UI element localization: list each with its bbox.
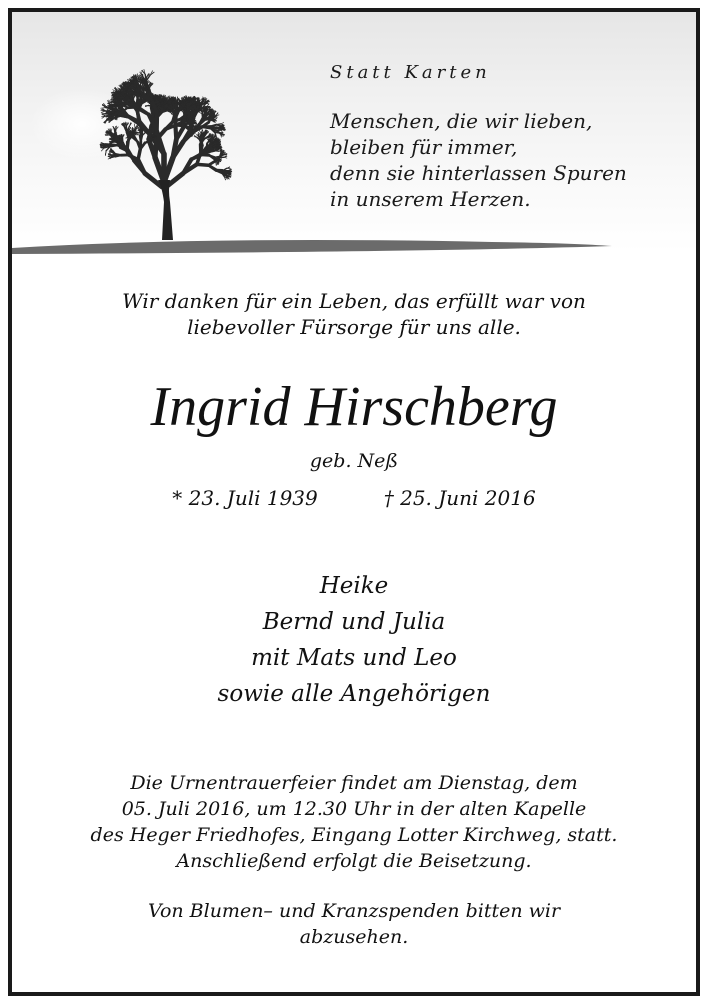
verse-line: denn sie hinterlassen Spuren <box>330 161 627 185</box>
statt-karten: Statt Karten <box>330 62 491 83</box>
flowers-line: abzusehen. <box>299 926 409 948</box>
header-text <box>330 60 690 212</box>
header-banner <box>12 12 696 252</box>
mourner: Heike <box>319 573 389 599</box>
verse-line: Menschen, die wir lieben, <box>330 109 593 133</box>
ceremony-line: Die Urnentrauerfeier findet am Dienstag, dem <box>130 772 578 794</box>
ceremony-line: Anschließend erfolgt die Beisetzung. <box>176 850 532 872</box>
flowers-line: Von Blumen– und Kranzspenden bitten wir <box>147 900 561 922</box>
thanks-text <box>12 288 696 340</box>
ceremony-line: 05. Juli 2016, um 12.30 Uhr in der alten Kapelle <box>121 798 587 820</box>
thanks-line: liebevoller Fürsorge für uns alle. <box>187 315 521 339</box>
mourners-list <box>12 568 696 712</box>
mourner: sowie alle Angehörigen <box>217 681 491 707</box>
deceased-name: Ingrid Hirschberg <box>150 376 558 438</box>
birth-name: geb. Neß <box>309 450 399 472</box>
ceremony-line: des Heger Friedhofes, Eingang Lotter Kirchweg, statt. <box>90 824 618 846</box>
flowers-note <box>12 898 696 950</box>
verse-line: in unserem Herzen. <box>330 187 531 211</box>
life-dates <box>12 486 696 510</box>
mourner: mit Mats und Leo <box>251 645 457 671</box>
death-date: † 25. Juni 2016 <box>383 486 536 510</box>
birth-date: * 23. Juli 1939 <box>172 486 318 510</box>
ground-line <box>12 230 696 254</box>
ceremony-info <box>12 770 696 874</box>
obituary-frame <box>8 8 700 996</box>
verse <box>330 108 690 212</box>
thanks-line: Wir danken für ein Leben, das erfüllt war von <box>122 289 586 313</box>
verse-line: bleiben für immer, <box>330 135 518 159</box>
tree-icon <box>12 12 312 252</box>
mourner: Bernd und Julia <box>262 609 446 635</box>
